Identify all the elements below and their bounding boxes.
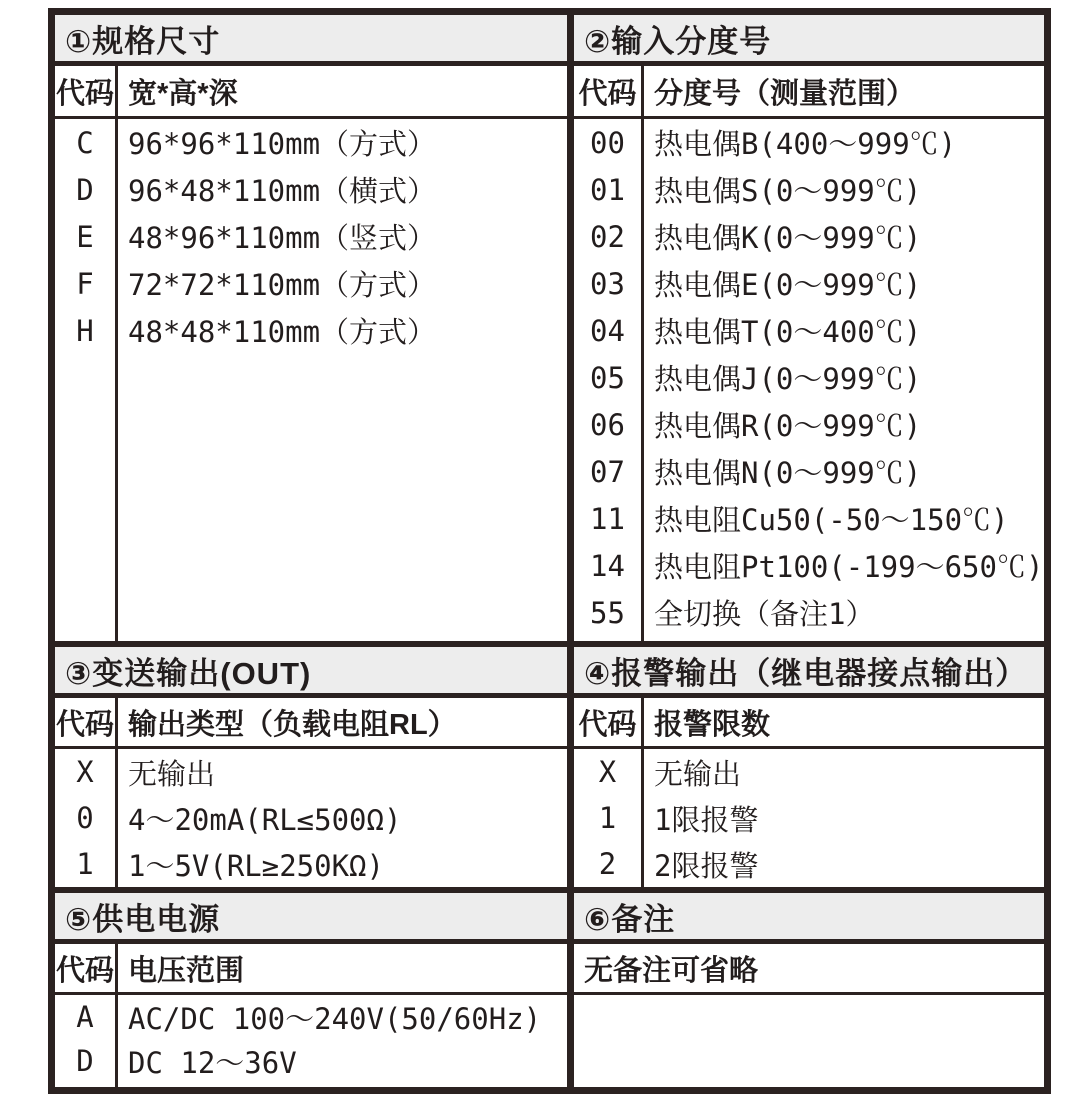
value-cell: 96*96*110mm（方式）	[128, 127, 437, 161]
section-3-value-column	[118, 749, 567, 887]
code-column-header: 代码	[55, 698, 118, 746]
code-cell: 1	[76, 847, 94, 881]
value-cell: AC/DC 100～240V(50/60Hz)	[128, 1001, 542, 1036]
value-cell: 热电偶J(0～999℃)	[654, 362, 922, 396]
value-cell: 4～20mA(RL≤500Ω)	[128, 802, 402, 837]
section-4-code-column	[574, 749, 644, 887]
section-2-value-column	[644, 119, 1044, 641]
section-alarm-output	[574, 647, 1044, 887]
section-5-code-column	[55, 995, 118, 1087]
value-cell: 48*96*110mm（竖式）	[128, 221, 437, 255]
section-power-supply	[55, 893, 567, 1087]
code-cell: X	[76, 755, 94, 789]
section-3-body	[55, 749, 567, 887]
code-cell: 14	[590, 548, 625, 583]
code-cell: F	[76, 266, 94, 301]
value-cell: 无输出	[128, 756, 216, 791]
value-cell: 热电阻Pt100(-199～650℃)	[654, 550, 1044, 584]
section-2-code-column	[574, 119, 644, 641]
section-1-value-column	[118, 119, 567, 641]
value-cell: 热电偶B(400～999℃)	[654, 127, 957, 161]
section-1-code-column	[55, 119, 118, 641]
section-3-title: ③变送输出(OUT)	[55, 647, 567, 698]
value-cell: 无输出	[654, 756, 742, 791]
code-cell: H	[76, 313, 94, 348]
section-5-value-column	[118, 995, 567, 1087]
code-cell: 05	[590, 360, 625, 395]
code-cell: C	[76, 125, 94, 160]
code-cell: A	[76, 1000, 94, 1034]
section-4-body	[574, 749, 1044, 887]
section-4-value-column	[644, 749, 1044, 887]
section-5-body	[55, 995, 567, 1087]
value-column-header: 电压范围	[128, 954, 245, 987]
code-cell: 2	[598, 847, 617, 881]
section-1-title: ①规格尺寸	[55, 15, 567, 66]
value-column-header: 报警限数	[654, 708, 771, 741]
section-spec-size	[55, 15, 567, 641]
section-1-column-header	[55, 66, 567, 119]
vertical-divider	[567, 15, 574, 641]
code-cell: D	[76, 172, 94, 207]
code-cell: 07	[590, 454, 625, 489]
value-cell: 1～5V(RL≥250KΩ)	[128, 848, 384, 883]
value-cell: 热电阻Cu50(-50～150℃)	[654, 503, 1009, 537]
code-cell: D	[76, 1044, 94, 1078]
ordering-spec-table	[48, 8, 1051, 1094]
section-3-code-column	[55, 749, 118, 887]
section-2-body	[574, 119, 1044, 641]
vertical-divider	[567, 647, 574, 887]
value-column-header: 分度号（测量范围）	[654, 77, 916, 110]
section-4-column-header	[574, 698, 1044, 749]
value-cell: 2限报警	[654, 848, 759, 883]
section-4-title: ④报警输出（继电器接点输出）	[574, 647, 1044, 698]
remarks-empty-area	[574, 995, 1044, 1087]
section-1-body	[55, 119, 567, 641]
value-cell: 1限报警	[654, 802, 759, 837]
value-cell: 热电偶E(0～999℃)	[654, 268, 922, 302]
code-cell: 1	[598, 801, 617, 835]
value-cell: 全切换（备注1）	[654, 597, 875, 631]
section-5-column-header	[55, 944, 567, 995]
code-cell: 55	[590, 595, 625, 630]
code-cell: 00	[590, 125, 625, 160]
section-2-title: ②输入分度号	[574, 15, 1044, 66]
value-cell: 热电偶S(0～999℃)	[654, 174, 922, 208]
section-3-column-header	[55, 698, 567, 749]
section-row-3-4	[55, 647, 1044, 887]
value-cell: 热电偶T(0～400℃)	[654, 315, 922, 349]
code-cell: 0	[76, 801, 94, 835]
section-row-5-6	[55, 893, 1044, 1087]
code-cell: E	[76, 219, 94, 254]
value-cell: DC 12～36V	[128, 1045, 297, 1080]
code-cell: 01	[590, 172, 625, 207]
code-cell: 06	[590, 407, 625, 442]
section-remarks	[574, 893, 1044, 1087]
code-column-header: 代码	[55, 944, 118, 992]
value-cell: 热电偶N(0～999℃)	[654, 456, 922, 490]
value-cell: 48*48*110mm（方式）	[128, 315, 437, 349]
code-cell: 11	[590, 501, 625, 536]
vertical-divider	[567, 893, 574, 1087]
section-input-graduation	[574, 15, 1044, 641]
value-column-header: 输出类型（负载电阻RL）	[128, 708, 457, 741]
code-cell: 02	[590, 219, 625, 254]
code-cell: X	[598, 755, 617, 789]
code-column-header: 代码	[55, 66, 118, 116]
value-cell: 热电偶R(0～999℃)	[654, 409, 922, 443]
code-cell: 03	[590, 266, 625, 301]
section-5-title: ⑤供电电源	[55, 893, 567, 944]
value-cell: 72*72*110mm（方式）	[128, 268, 437, 302]
value-cell: 96*48*110mm（横式）	[128, 174, 437, 208]
section-6-title: ⑥备注	[574, 893, 1044, 944]
section-2-column-header	[574, 66, 1044, 119]
code-column-header: 代码	[574, 66, 644, 116]
section-row-1-2	[55, 15, 1044, 641]
code-cell: 04	[590, 313, 625, 348]
section-transmission-output	[55, 647, 567, 887]
code-column-header: 代码	[574, 698, 644, 746]
value-column-header: 宽*高*深	[128, 77, 238, 110]
value-cell: 热电偶K(0～999℃)	[654, 221, 922, 255]
remarks-note: 无备注可省略	[574, 944, 1044, 995]
